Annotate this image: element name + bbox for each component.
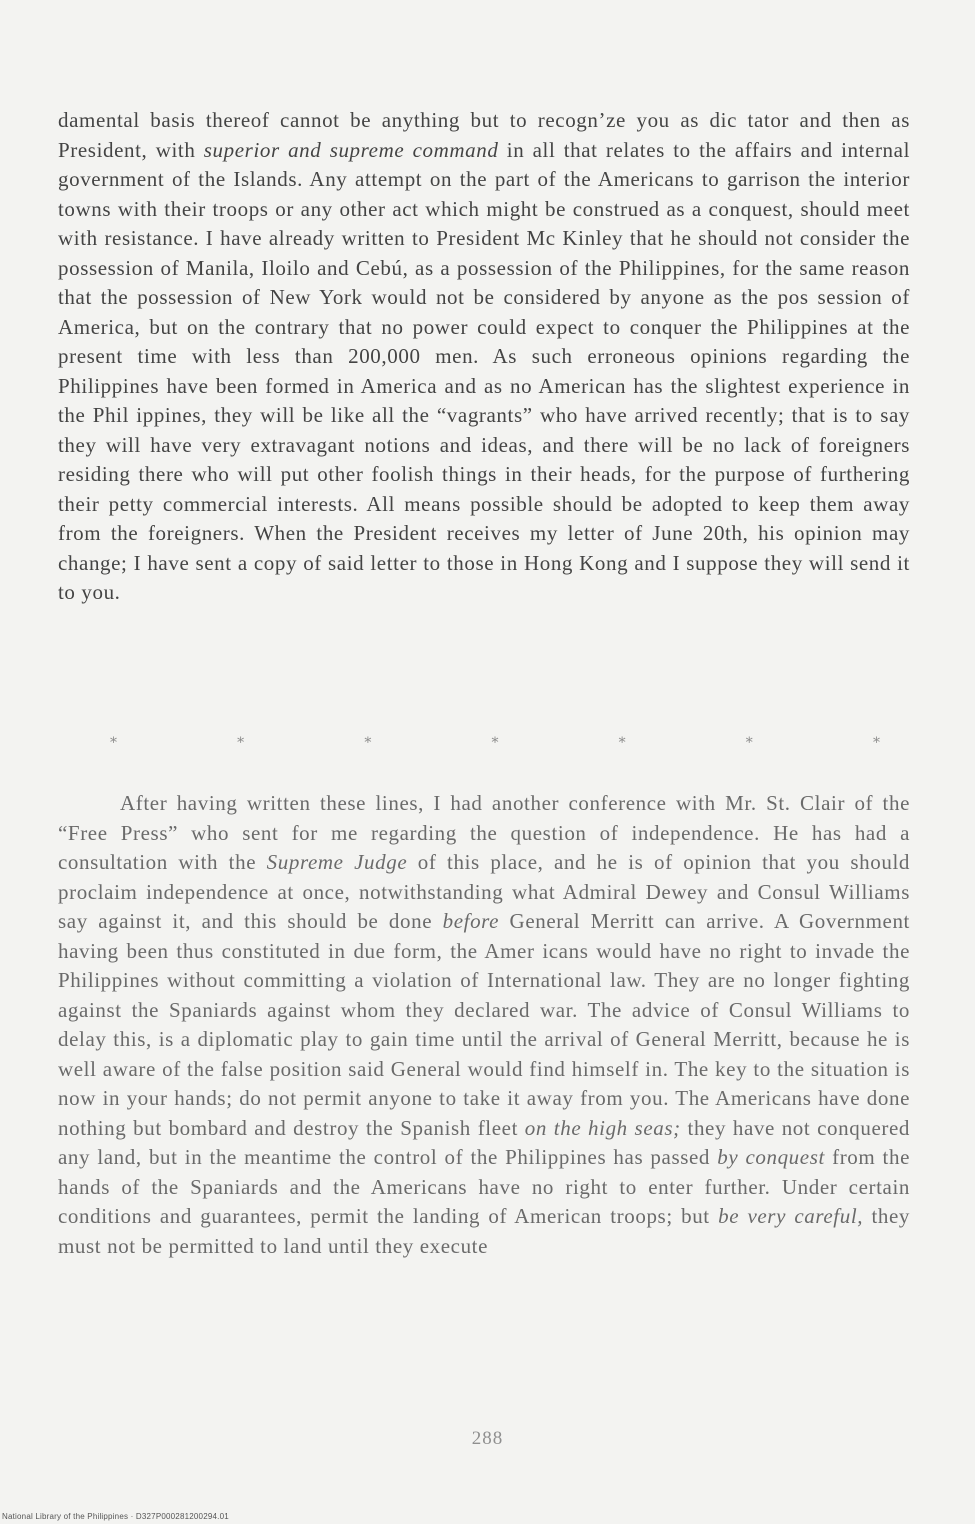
paragraph-2-text-f: they must not be permitted to land until they execute — [58, 1204, 911, 1258]
asterisk: * — [237, 735, 245, 751]
paragraph-1 — [58, 106, 910, 608]
section-break-asterisks — [110, 735, 880, 751]
paragraph-2-emphasis-1: Supreme Judge — [266, 850, 408, 874]
paragraph-2-text-c: General Merritt can arrive. A Government having been thus constituted in due form, the Amer icans would have no right to invade the Philippines without committing a violation of International law. They are no longer fighting against the Spaniards against whom they declared war. The advice of Consul Williams to delay this, is a diplomatic play to gain time until the arrival of General Merritt, because he is well aware of the false position said General would find himself in. The key to the situation is now in your hands; do not permit anyone to take it away from you. The Americans have done nothing but bombard and destroy the Spanish fleet — [58, 909, 910, 1140]
paragraph-2 — [58, 789, 910, 1261]
asterisk: * — [364, 735, 372, 751]
paragraph-2-text-b: of this place, and he is of opinion that you should proclaim independence at once, notwithstanding what Admiral Dewey and Consul Williams say against it, and this should be done — [58, 850, 911, 933]
page-number: 288 — [471, 1428, 504, 1449]
paragraph-2-emphasis-2: before — [442, 909, 500, 933]
paragraph-2-text-d: they have not conquered any land, but in the meantime the control of the Philippines has passed — [58, 1115, 910, 1169]
asterisk: * — [491, 735, 499, 751]
footer-credit: National Library of the Philippines · D327P000281200294.01 — [2, 1512, 229, 1521]
paragraph-1-text-a: damental basis thereof cannot be anything but to recogn’ze you as dic tator and then as President, with — [58, 108, 910, 162]
asterisk: * — [618, 735, 626, 751]
paragraph-2-emphasis-4: by conquest — [717, 1145, 825, 1169]
paragraph-2-text-a: After having written these lines, I had another conference with Mr. St. Clair of the “Free Press” who sent for me regarding the question of independence. He has had a consultation with the — [58, 791, 910, 874]
paragraph-2-emphasis-3: on the high seas; — [524, 1115, 681, 1140]
paragraph-1-emphasis: superior and supreme command — [203, 137, 499, 162]
paragraph-2-text-e: from the hands of the Spaniards and the Americans have no right to enter further. Under certain conditions and guarantees, permit the landing of American troops; but — [58, 1145, 910, 1228]
asterisk: * — [110, 735, 117, 751]
paragraph-1-text-b: in all that relates to the affairs and internal government of the Islands. Any attempt on the part of the Americans to garrison the interior towns with their troops or any other act which might be construed as a conquest, should meet with resistance. I have already written to President Mc Kinley that he should not consider the possession of Manila, Iloilo and Cebú, as a possession of the Philippines, for the same reason that the possession of New York would not be considered by anyone as the pos session of America, but on the contrary that no power could expect to conquer the Philippines at the present time with less than 200,000 men. As such erroneous opinions regarding the Philippines have been formed in America and as no American has the slightest experience in the Phil ippines, they will be like all the “vagrants” who have arrived recently; that is to say they will have very extravagant notions and ideas, and there will be no lack of foreigners residing there who will put other foolish things in their heads, for the purpose of furthering their petty commercial interests. All means possible should be adopted to keep them away from the foreigners. When the President receives my letter of June 20th, his opinion may change; I have sent a copy of said letter to those in Hong Kong and I suppose they will send it to you. — [58, 137, 911, 604]
paragraph-2-emphasis-5: be very careful, — [718, 1204, 864, 1228]
asterisk: * — [745, 735, 753, 751]
asterisk: * — [872, 735, 880, 751]
